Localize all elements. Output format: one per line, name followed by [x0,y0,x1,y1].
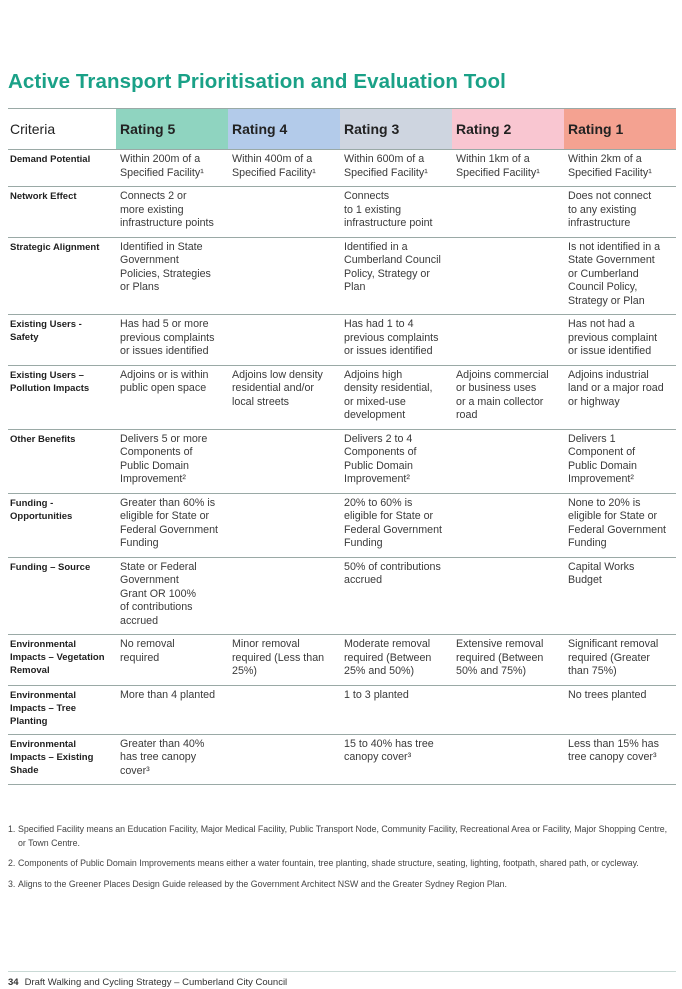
rating-3-cell [340,429,452,493]
criteria-cell [8,493,116,557]
cell-text-line: More than 4 planted [120,688,216,701]
table-row [8,734,676,785]
cell-text-line: required (Between [456,651,544,664]
cell-text-line: Connects [344,190,390,202]
criteria-cell [8,365,116,429]
rating-4-cell [228,187,340,238]
rating-5-cell [116,734,228,785]
rating-2-cell [452,150,564,187]
table-row [8,315,676,366]
cell-text-line: Government [120,254,179,266]
cell-text-line: None to 20% is [568,496,641,509]
cell-text-line: Less than 15% has [568,737,659,750]
rating-5-cell [116,635,228,686]
cell-text-line: Funding [568,537,607,549]
rating-4-header: Rating 4 [228,109,340,150]
rating-4-cell [228,237,340,315]
footer-text: Draft Walking and Cycling Strategy – Cumberland City Council [24,977,288,988]
cell-text-line: Public Domain [344,459,413,472]
rating-3-header: Rating 3 [340,109,452,150]
cell-text-line: Identified in State [120,240,203,253]
cell-text-line: required (Greater [568,651,650,664]
cell-text-line: required (Less than [232,651,325,664]
evaluation-table [8,108,676,785]
rating-5-cell [116,429,228,493]
page-number: 34 [8,977,19,988]
cell-text-line: Component of [568,446,636,458]
cell-text-line: Improvement² [568,473,634,485]
cell-text-line: previous complaints [120,331,215,344]
footnote [8,857,670,871]
cell-text-line: infrastructure points [120,217,214,229]
rating-2-cell [452,557,564,635]
criteria-label-line: Funding – Source [10,561,91,573]
cell-text-line: canopy cover³ [344,751,412,763]
cell-text-line: tree canopy cover³ [568,751,657,763]
cell-text-line: Greater than 40% [120,737,205,750]
rating-2-cell [452,237,564,315]
cell-text-line: or highway [568,395,620,408]
cell-text-line: cover³ [120,764,150,777]
cell-text-line: Government [120,574,179,586]
rating-2-cell [452,365,564,429]
cell-text-line: 1 to 3 planted [344,688,409,701]
rating-5-header: Rating 5 [116,109,228,150]
cell-text-line: or issue identified [568,345,652,357]
rating-5-cell [116,557,228,635]
cell-text-line: Components of [344,446,417,458]
cell-text-line: Within 600m of a [344,153,425,165]
rating-3-cell [340,493,452,557]
table-row [8,685,676,734]
cell-text-line: to 1 existing [344,203,402,216]
cell-text-line: Extensive removal [456,638,544,650]
cell-text-line: 25% and 50%) [344,665,415,677]
cell-text-line: Specified Facility¹ [568,166,652,179]
criteria-label-line: Existing Users - [10,319,82,330]
criteria-cell [8,685,116,734]
cell-text-line: Identified in a [344,240,408,253]
cell-text-line: Specified Facility¹ [456,166,540,179]
cell-text-line: Public Domain [568,459,637,472]
cell-text-line: 50% of contributions [344,560,441,573]
cell-text-line: Is not identified in a [568,240,661,253]
cell-text-line: Adjoins commercial [456,368,549,381]
criteria-cell [8,557,116,635]
rating-5-cell [116,493,228,557]
criteria-cell [8,237,116,315]
cell-text-line: Greater than 60% is [120,496,216,509]
cell-text-line: eligible for State or [568,510,658,522]
rating-5-cell [116,315,228,366]
cell-text-line: Cumberland Council [344,254,441,266]
criteria-cell [8,429,116,493]
rating-3-cell [340,237,452,315]
cell-text-line: road [456,409,478,421]
cell-text-line: Adjoins low density [232,368,323,381]
cell-text-line: local streets [232,395,290,408]
cell-text-line: or business uses [456,382,537,394]
rating-2-cell [452,493,564,557]
footnote [8,823,670,850]
cell-text-line: Minor removal [232,638,300,650]
cell-text-line: to any existing [568,203,637,216]
cell-text-line: Within 400m of a [232,153,313,165]
rating-4-cell [228,685,340,734]
cell-text-line: accrued [344,574,383,586]
criteria-label-line: Impacts – Vegetation [10,652,105,663]
cell-text-line: Budget [568,574,602,586]
rating-1-cell [564,150,676,187]
rating-1-cell [564,365,676,429]
criteria-cell [8,187,116,238]
cell-text-line: Has had 1 to 4 [344,318,414,330]
rating-1-cell [564,734,676,785]
rating-5-cell [116,187,228,238]
rating-4-cell [228,315,340,366]
cell-text-line: Specified Facility¹ [232,166,316,179]
cell-text-line: State or Federal [120,560,197,573]
criteria-header: Criteria [8,109,116,150]
rating-1-cell [564,635,676,686]
rating-4-cell [228,734,340,785]
rating-3-cell [340,635,452,686]
rating-3-cell [340,557,452,635]
cell-text-line: Policy, Strategy or [344,267,430,280]
cell-text-line: has tree canopy [120,751,197,763]
cell-text-line: 25%) [232,665,257,677]
footnote-text: Aligns to the Greener Places Design Guide released by the Government Architect NSW and the Greater Sydney Region Plan. [18,878,507,889]
criteria-label-line: Safety [10,332,39,343]
cell-text-line: State Government [568,254,655,266]
rating-5-cell [116,237,228,315]
cell-text-line: land or a major road [568,382,664,394]
footnote-text: Specified Facility means an Education Facility, Major Medical Facility, Public Transport Node, Community Facility, Recreational Area or Facility, Major Shopping Centre, or Town Centre. [18,824,668,848]
criteria-label-line: Impacts – Tree [10,702,77,714]
cell-text-line: Delivers 5 or more [120,432,208,445]
footnote-number: 3. [8,878,16,889]
cell-text-line: 15 to 40% has tree [344,737,434,750]
cell-text-line: accrued [120,614,159,627]
rating-2-header: Rating 2 [452,109,564,150]
cell-text-line: or a main collector [456,395,544,408]
cell-text-line: Delivers 1 [568,432,616,445]
cell-text-line: Public Domain [120,459,189,472]
criteria-label-line: Shade [10,764,39,776]
cell-text-line: Strategy or Plan [568,294,645,307]
cell-text-line: Within 1km of a [456,153,530,165]
cell-text-line: Federal Government [568,523,667,536]
rating-4-cell [228,493,340,557]
table-row [8,365,676,429]
cell-text-line: 50% and 75%) [456,665,527,677]
rating-2-cell [452,315,564,366]
criteria-cell [8,150,116,187]
criteria-cell [8,315,116,366]
cell-text-line: Within 2km of a [568,153,642,165]
cell-text-line: Improvement² [344,473,410,485]
cell-text-line: required [120,651,160,664]
cell-text-line: Federal Government [120,523,219,536]
cell-text-line: Specified Facility¹ [344,166,428,179]
rating-5-cell [116,365,228,429]
criteria-cell [8,635,116,686]
rating-1-header: Rating 1 [564,109,676,150]
footnote-text: Components of Public Domain Improvements means either a water fountain, tree planting, shade structure, seating, lighting, footpath, shared path, or cycleway. [18,858,639,868]
cell-text-line: or issues identified [344,345,433,357]
cell-text-line: than 75%) [568,665,617,677]
rating-4-cell [228,429,340,493]
table-row [8,237,676,315]
rating-2-cell [452,187,564,238]
cell-text-line: previous complaint [568,331,658,344]
cell-text-line: eligible for State or [344,510,434,522]
cell-text-line: development [344,409,406,421]
cell-text-line: Within 200m of a [120,153,201,165]
rating-1-cell [564,685,676,734]
cell-text-line: Federal Government [344,523,443,536]
criteria-label-line: Environmental [10,738,76,750]
cell-text-line: more existing [120,203,184,216]
cell-text-line: Significant removal [568,638,659,650]
table-row [8,493,676,557]
cell-text-line: Moderate removal [344,638,431,650]
criteria-label-line: Pollution Impacts [10,382,90,394]
cell-text-line: Grant OR 100% [120,587,197,600]
rating-1-cell [564,493,676,557]
rating-4-cell [228,557,340,635]
rating-1-cell [564,187,676,238]
footnote-number: 1. [8,824,16,834]
cell-text-line: or mixed-use [344,395,406,408]
page-footer [8,977,287,988]
cell-text-line: 20% to 60% is [344,496,413,509]
cell-text-line: Capital Works [568,560,635,573]
cell-text-line: eligible for State or [120,510,210,522]
rating-1-cell [564,429,676,493]
criteria-label-line: Strategic Alignment [10,241,100,253]
cell-text-line: or Plans [120,281,160,293]
cell-text-line: residential and/or [232,382,314,394]
cell-text-line: or Cumberland [568,267,639,280]
cell-text-line: Delivers 2 to 4 [344,432,413,445]
footnotes [8,823,670,898]
cell-text-line: Funding [344,537,383,549]
criteria-label-line: Impacts – Existing [10,751,94,763]
criteria-label-line: Planting [10,715,48,727]
table-header-row [8,109,676,150]
cell-text-line: infrastructure [568,217,631,229]
rating-3-cell [340,315,452,366]
rating-3-cell [340,685,452,734]
cell-text-line: Funding [120,537,159,549]
cell-text-line: infrastructure point [344,217,433,229]
page-title: Active Transport Prioritisation and Evaluation Tool [8,70,506,93]
table-row [8,150,676,187]
cell-text-line: required (Between [344,651,432,664]
rating-3-cell [340,365,452,429]
rating-2-cell [452,635,564,686]
rating-2-cell [452,734,564,785]
rating-3-cell [340,187,452,238]
criteria-label-line: Environmental [10,639,76,650]
cell-text-line: Adjoins industrial [568,368,649,381]
cell-text-line: public open space [120,382,207,394]
rating-4-cell [228,365,340,429]
cell-text-line: Has had 5 or more [120,318,209,330]
cell-text-line: Components of [120,446,193,458]
rating-1-cell [564,315,676,366]
criteria-label-line: Network Effect [10,191,77,202]
cell-text-line: No removal [120,638,175,650]
table-row [8,635,676,686]
cell-text-line: Adjoins high [344,368,403,381]
criteria-label-line: Funding - [10,497,54,509]
cell-text-line: or issues identified [120,345,209,357]
cell-text-line: Council Policy, [568,281,638,293]
table-row [8,187,676,238]
cell-text-line: of contributions [120,601,193,613]
cell-text-line: Does not connect [568,190,652,202]
criteria-label-line: Other Benefits [10,433,76,445]
footer-divider [8,971,676,972]
cell-text-line: Specified Facility¹ [120,166,204,179]
cell-text-line: Plan [344,281,366,293]
criteria-label-line: Removal [10,665,50,676]
rating-3-cell [340,734,452,785]
criteria-cell [8,734,116,785]
criteria-label-line: Existing Users – [10,369,84,381]
table-row [8,557,676,635]
cell-text-line: No trees planted [568,688,647,701]
cell-text-line: Has not had a [568,318,635,330]
criteria-label-line: Environmental [10,689,76,701]
cell-text-line: Improvement² [120,473,186,485]
rating-2-cell [452,685,564,734]
rating-4-cell [228,635,340,686]
rating-4-cell [228,150,340,187]
cell-text-line: density residential, [344,382,433,394]
footnote-number: 2. [8,858,16,868]
cell-text-line: previous complaints [344,331,439,344]
table-row [8,429,676,493]
criteria-label-line: Opportunities [10,510,73,522]
rating-3-cell [340,150,452,187]
cell-text-line: Policies, Strategies [120,267,211,280]
criteria-label-line: Demand Potential [10,154,91,165]
rating-5-cell [116,150,228,187]
cell-text-line: Adjoins or is within [120,368,209,381]
footnote [8,878,670,892]
rating-1-cell [564,557,676,635]
rating-5-cell [116,685,228,734]
cell-text-line: Connects 2 or [120,190,187,202]
rating-2-cell [452,429,564,493]
rating-1-cell [564,237,676,315]
